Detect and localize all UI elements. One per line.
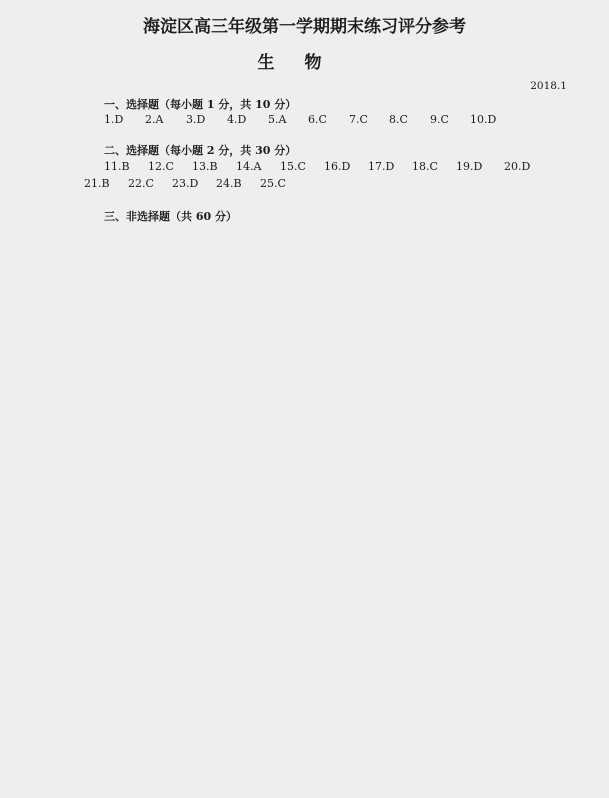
answer-18: 18.C <box>412 160 438 173</box>
section-2-heading: 二、选择题（每小题 2 分，共 30 分） <box>104 144 297 157</box>
answer-5: 5.A <box>268 113 287 126</box>
section-3-heading: 三、非选择题（共 60 分） <box>104 210 237 223</box>
answer-1: 1.D <box>104 113 124 126</box>
answer-20: 20.D <box>504 160 531 173</box>
answer-25: 25.C <box>260 177 286 190</box>
answer-16: 16.D <box>324 160 351 173</box>
answer-4: 4.D <box>227 113 247 126</box>
answer-2: 2.A <box>145 113 164 126</box>
section-1-heading: 一、选择题（每小题 1 分，共 10 分） <box>104 98 297 111</box>
answer-19: 19.D <box>456 160 483 173</box>
answer-15: 15.C <box>280 160 306 173</box>
answer-6: 6.C <box>308 113 327 126</box>
subject-title: 生物 <box>257 53 352 73</box>
answer-21: 21.B <box>84 177 110 190</box>
answer-7: 7.C <box>349 113 368 126</box>
answer-11: 11.B <box>104 160 130 173</box>
document-date: 2018.1 <box>530 80 567 92</box>
answer-8: 8.C <box>389 113 408 126</box>
answer-13: 13.B <box>192 160 218 173</box>
answer-3: 3.D <box>186 113 206 126</box>
answer-17: 17.D <box>368 160 395 173</box>
answer-9: 9.C <box>430 113 449 126</box>
answer-22: 22.C <box>128 177 154 190</box>
answer-24: 24.B <box>216 177 242 190</box>
answer-23: 23.D <box>172 177 199 190</box>
answer-12: 12.C <box>148 160 174 173</box>
answer-10: 10.D <box>470 113 497 126</box>
answer-14: 14.A <box>236 160 262 173</box>
document-title: 海淀区高三年级第一学期期末练习评分参考 <box>143 17 466 37</box>
